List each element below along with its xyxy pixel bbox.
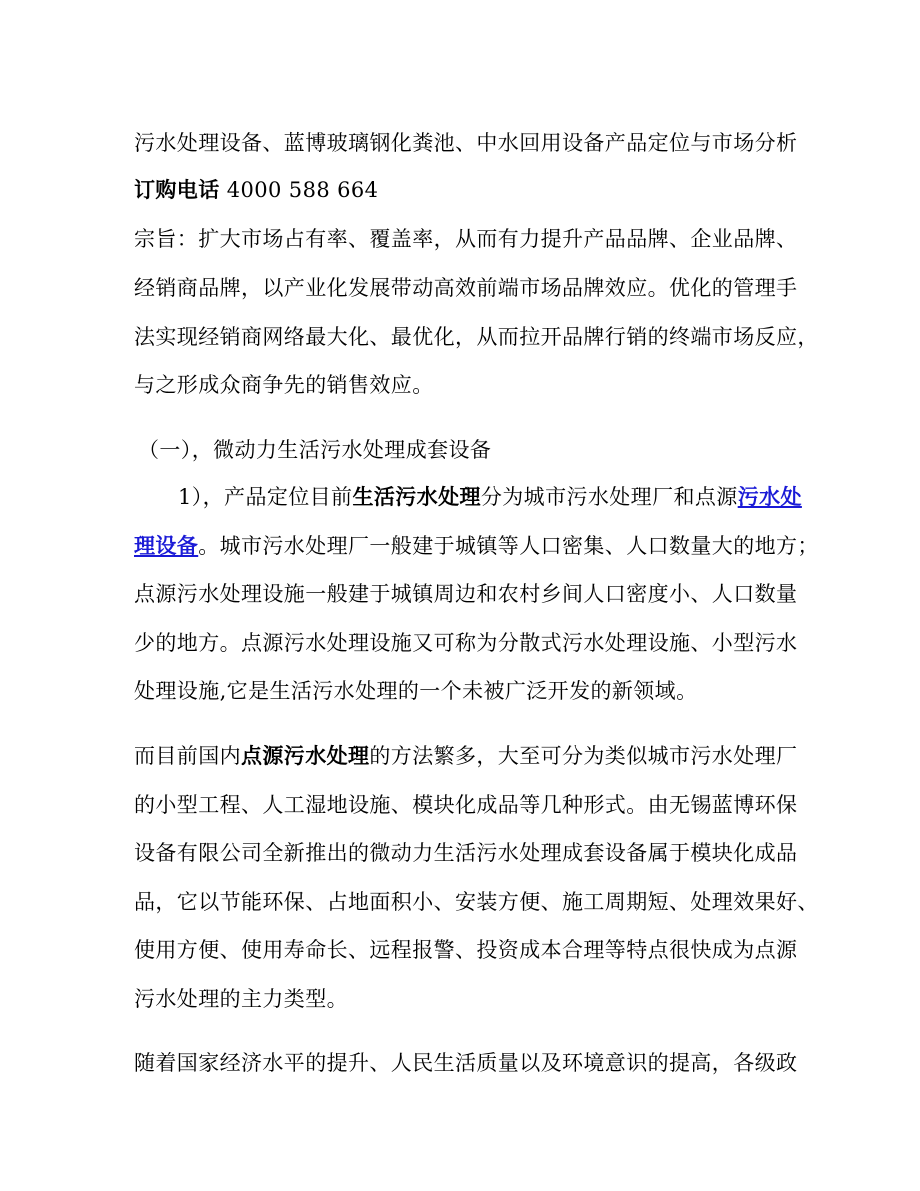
para1-line-5: 处理设施,它是生活污水处理的一个未被广泛开发的新领域。 [134, 679, 698, 703]
phone-label: 订购电话 [134, 177, 220, 202]
para1-line-1 [178, 482, 802, 512]
para1-line-2-rest: 。城市污水处理厂一般建于城镇等人口密集、人口数量大的地方； [198, 534, 819, 558]
para2-line-1-pre: 而目前国内 [134, 744, 241, 768]
para2-bold-term: 点源污水处理 [241, 743, 370, 768]
para2-line-3: 设备有限公司全新推出的微动力生活污水处理成套设备属于模块化成品 [134, 841, 798, 865]
aim-line-1: 宗旨：扩大市场占有率、覆盖率，从而有力提升产品品牌、企业品牌、 [134, 227, 798, 251]
aim-line-2: 经销商品牌，以产业化发展带动高效前端市场品牌效应。优化的管理手 [134, 276, 798, 300]
para3-line-1: 随着国家经济水平的提升、人民生活质量以及环境意识的提高，各级政 [134, 1051, 798, 1075]
sewage-equipment-link-part1[interactable]: 污水处 [737, 484, 802, 509]
phone-line [134, 175, 794, 205]
para1-line-1-mid: 分为城市污水处理厂和点源 [480, 485, 738, 509]
phone-number: 4000 588 664 [226, 178, 379, 202]
para2-line-6: 污水处理的主力类型。 [134, 987, 348, 1011]
section-heading: （一），微动力生活污水处理成套设备 [138, 438, 492, 462]
para1-line-2 [134, 531, 819, 561]
para1-bold-term: 生活污水处理 [352, 484, 481, 509]
para2-line-5: 使用方便、使用寿命长、远程报警、投资成本合理等特点很快成为点源 [134, 938, 798, 962]
para2-line-1-rest: 的方法繁多，大至可分为类似城市污水处理厂 [369, 744, 798, 768]
para1-line-4: 少的地方。点源污水处理设施又可称为分散式污水处理设施、小型污水 [134, 631, 798, 655]
aim-line-3: 法实现经销商网络最大化、最优化，从而拉开品牌行销的终端市场反应， [134, 325, 819, 349]
aim-line-4: 与之形成众商争先的销售效应。 [134, 373, 434, 397]
para2-line-1 [134, 741, 798, 771]
para1-line-3: 点源污水处理设施一般建于城镇周边和农村乡间人口密度小、人口数量 [134, 582, 798, 606]
sewage-equipment-link-part2[interactable]: 理设备 [134, 533, 199, 558]
document-title: 污水处理设备、蓝博玻璃钢化粪池、中水回用设备产品定位与市场分析 [134, 131, 798, 155]
para2-line-4: 品，它以节能环保、占地面积小、安装方便、施工周期短、处理效果好、 [134, 890, 819, 914]
para1-line-1-pre: 1），产品定位目前 [178, 485, 353, 509]
para2-line-2: 的小型工程、人工湿地设施、模块化成品等几种形式。由无锡蓝博环保 [134, 793, 798, 817]
